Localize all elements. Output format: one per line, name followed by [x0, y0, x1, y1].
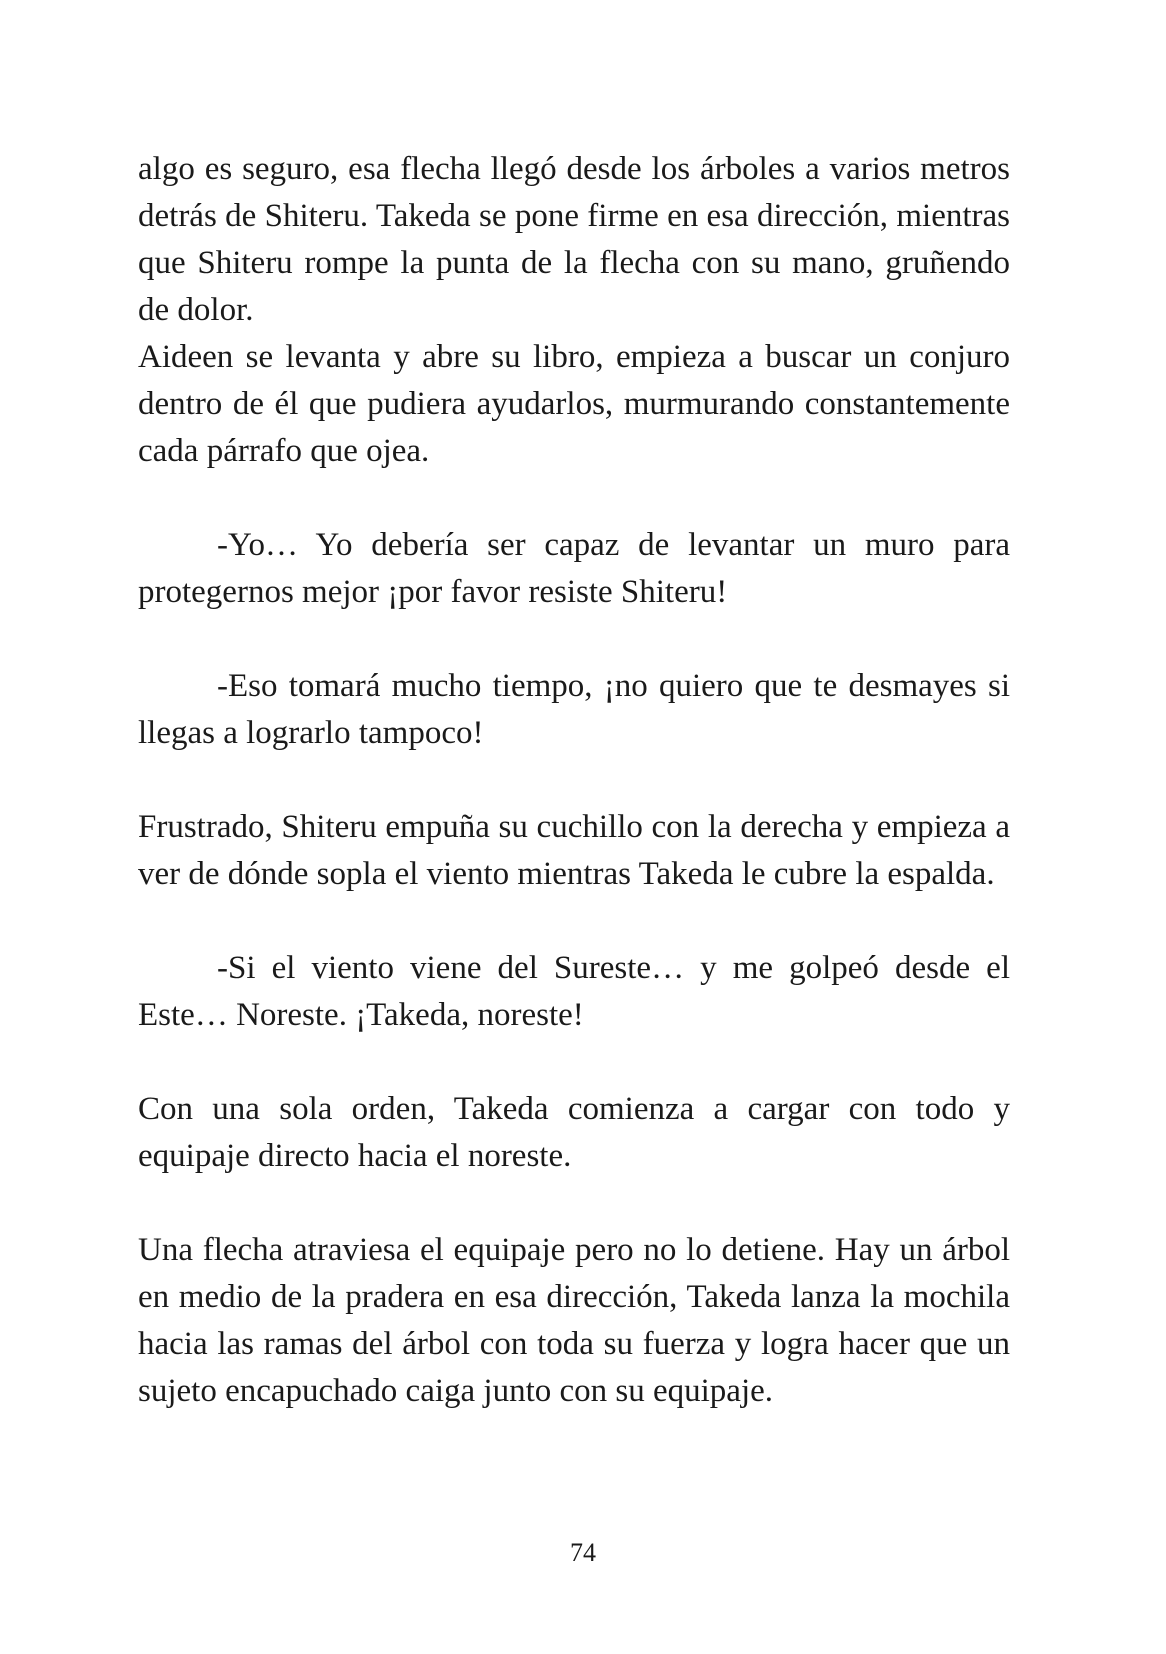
paragraph-4: Con una sola orden, Takeda comienza a cargar con todo y equipaje directo hacia el noreste. [138, 1091, 1010, 1174]
page-number: 74 [570, 1538, 596, 1567]
paragraph-1: algo es seguro, esa flecha llegó desde los árboles a varios metros detrás de Shiteru. Takeda se pone firme en esa dirección, mientras que Shiteru rompe la punta de la flecha con su mano, gruñendo de dolor. [138, 151, 1010, 328]
dialogue-1: -Yo… Yo debería ser capaz de levantar un muro para protegernos mejor ¡por favor resiste Shiteru! [138, 527, 1010, 610]
paragraph-5: Una flecha atraviesa el equipaje pero no lo detiene. Hay un árbol en medio de la pradera en esa dirección, Takeda lanza la mochila hacia las ramas del árbol con toda su fuerza y logra hacer que un sujeto encapuchado caiga junto con su equipaje. [138, 1232, 1010, 1409]
paragraph-gap [138, 898, 1010, 945]
paragraph-gap [138, 1039, 1010, 1086]
paragraph-2: Aideen se levanta y abre su libro, empieza a buscar un conjuro dentro de él que pudiera ayudarlos, murmurando constantemente cada párrafo que ojea. [138, 339, 1010, 469]
dialogue-3: -Si el viento viene del Sureste… y me golpeó desde el Este… Noreste. ¡Takeda, noreste! [138, 950, 1010, 1033]
page-body [138, 146, 1010, 1415]
paragraph-gap [138, 616, 1010, 663]
dialogue-2: -Eso tomará mucho tiempo, ¡no quiero que te desmayes si llegas a lograrlo tampoco! [138, 668, 1010, 751]
paragraph-gap [138, 1180, 1010, 1227]
paragraph-gap [138, 757, 1010, 804]
paragraph-3: Frustrado, Shiteru empuña su cuchillo con la derecha y empieza a ver de dónde sopla el viento mientras Takeda le cubre la espalda. [138, 809, 1010, 892]
paragraph-gap [138, 475, 1010, 522]
